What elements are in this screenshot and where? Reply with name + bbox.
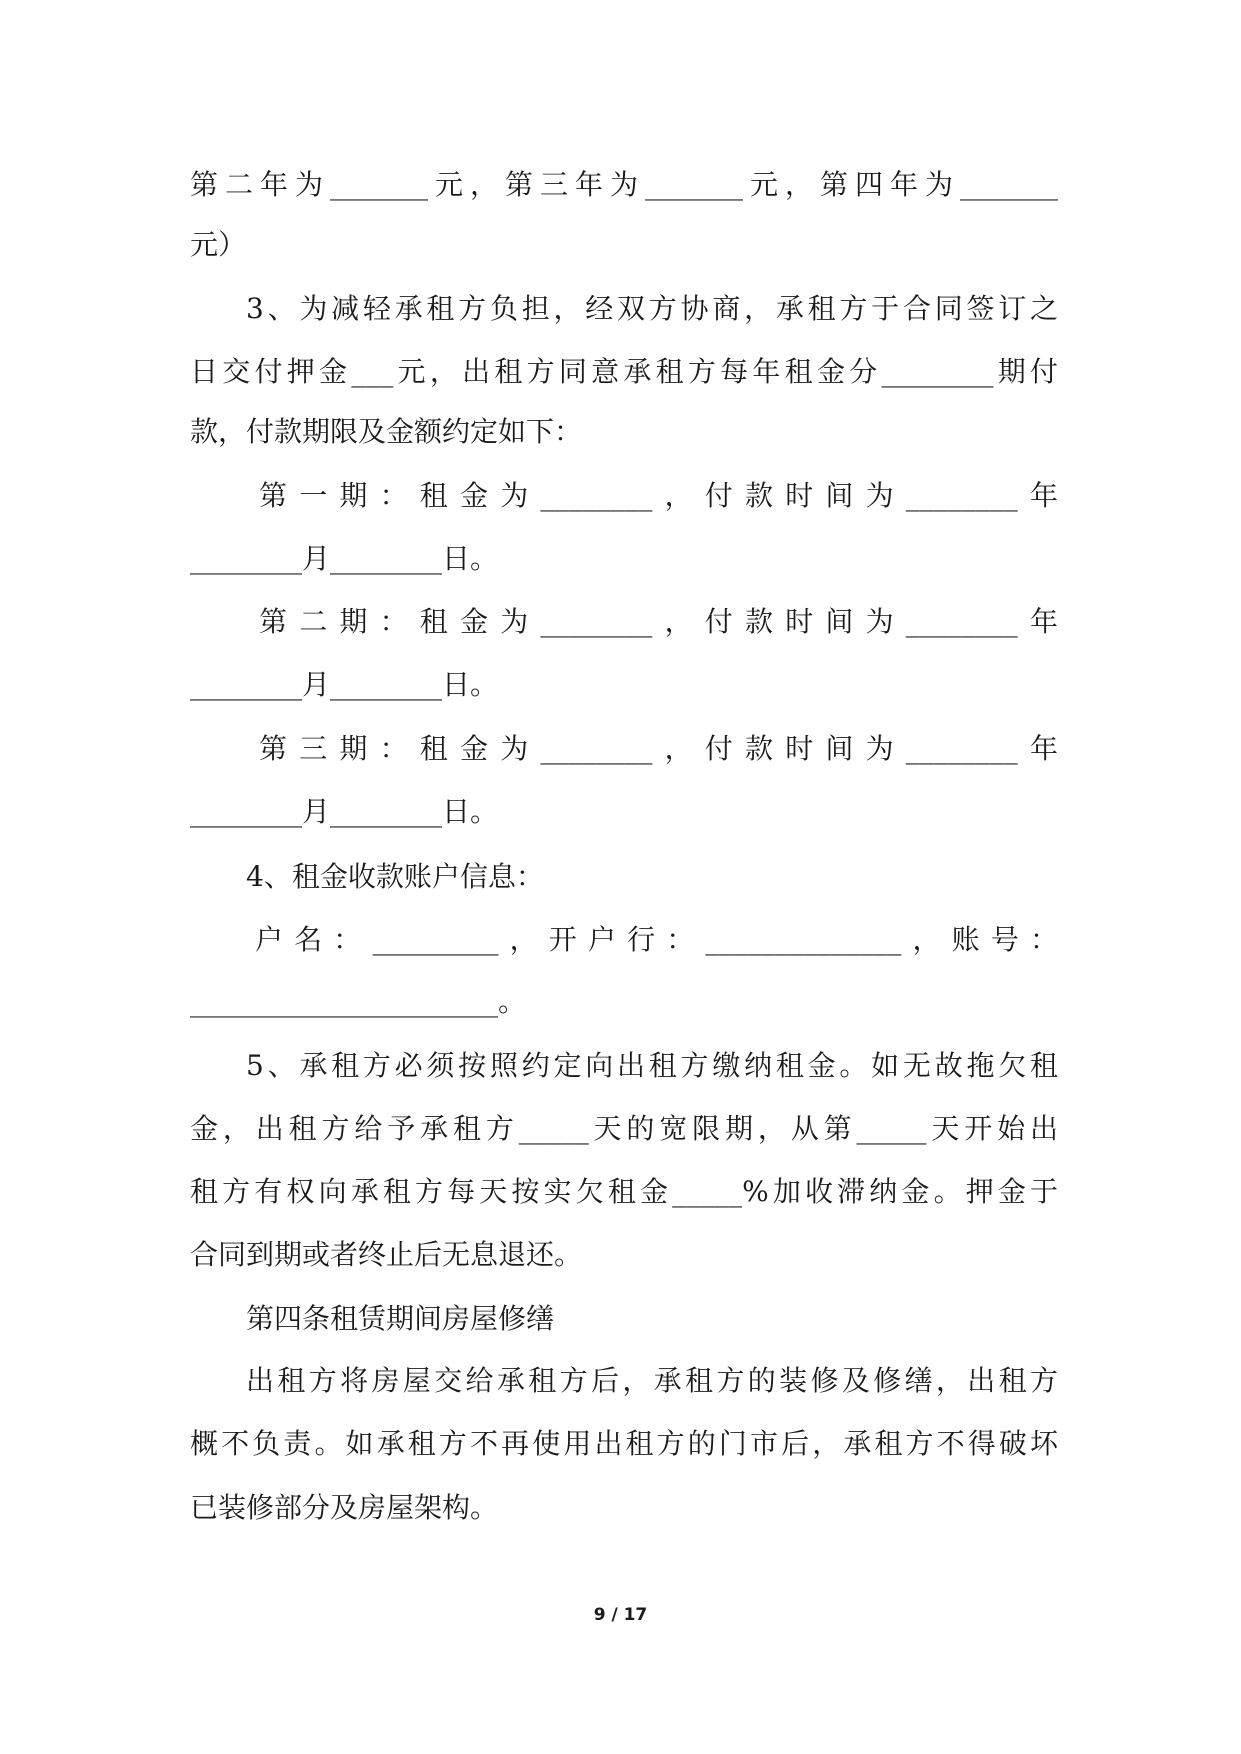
- text-line-16: 金，出租方给予承租方_____天的宽限期，从第_____天开始出: [190, 1112, 1058, 1145]
- text-line-14: ______________________。: [190, 985, 527, 1018]
- text-line-10: 第三期：租金为________，付款时间为________年: [259, 732, 1058, 765]
- text-line-20: 出租方将房屋交给承租方后，承租方的装修及修缮，出租方: [246, 1364, 1058, 1397]
- text-line-9: ________月________日。: [190, 668, 499, 701]
- text-line-8: 第二期：租金为________，付款时间为________年: [259, 605, 1058, 638]
- text-line-6: 第一期：租金为________，付款时间为________年: [259, 479, 1058, 512]
- text-line-22: 已装修部分及房屋架构。: [190, 1491, 499, 1524]
- text-line-4: 日交付押金___元，出租方同意承租方每年租金分________期付: [190, 355, 1058, 388]
- page-number: 9 / 17: [593, 1605, 648, 1625]
- text-line-3: 3、为减轻承租方负担，经双方协商，承租方于合同签订之: [246, 292, 1058, 325]
- text-line-11: ________月________日。: [190, 795, 499, 828]
- text-line-5: 款，付款期限及金额约定如下：: [190, 415, 583, 448]
- text-line-1: 第二年为_______元，第三年为_______元，第四年为_______: [190, 168, 1058, 201]
- text-line-7: ________月________日。: [190, 542, 499, 575]
- text-line-15: 5、承租方必须按照约定向出租方缴纳租金。如无故拖欠租: [246, 1049, 1058, 1082]
- text-line-21: 概不负责。如承租方不再使用出租方的门市后，承租方不得破坏: [190, 1427, 1058, 1460]
- text-line-2: 元）: [190, 228, 247, 261]
- text-line-17: 租方有权向承租方每天按实欠租金_____%加收滞纳金。押金于: [190, 1175, 1058, 1208]
- text-line-12: 4、租金收款账户信息：: [246, 860, 544, 893]
- section-heading: 第四条租赁期间房屋修缮: [246, 1302, 555, 1335]
- text-line-13: 户名：_________，开户行：______________，账号：: [255, 923, 1058, 956]
- text-line-18: 合同到期或者终止后无息退还。: [190, 1238, 583, 1271]
